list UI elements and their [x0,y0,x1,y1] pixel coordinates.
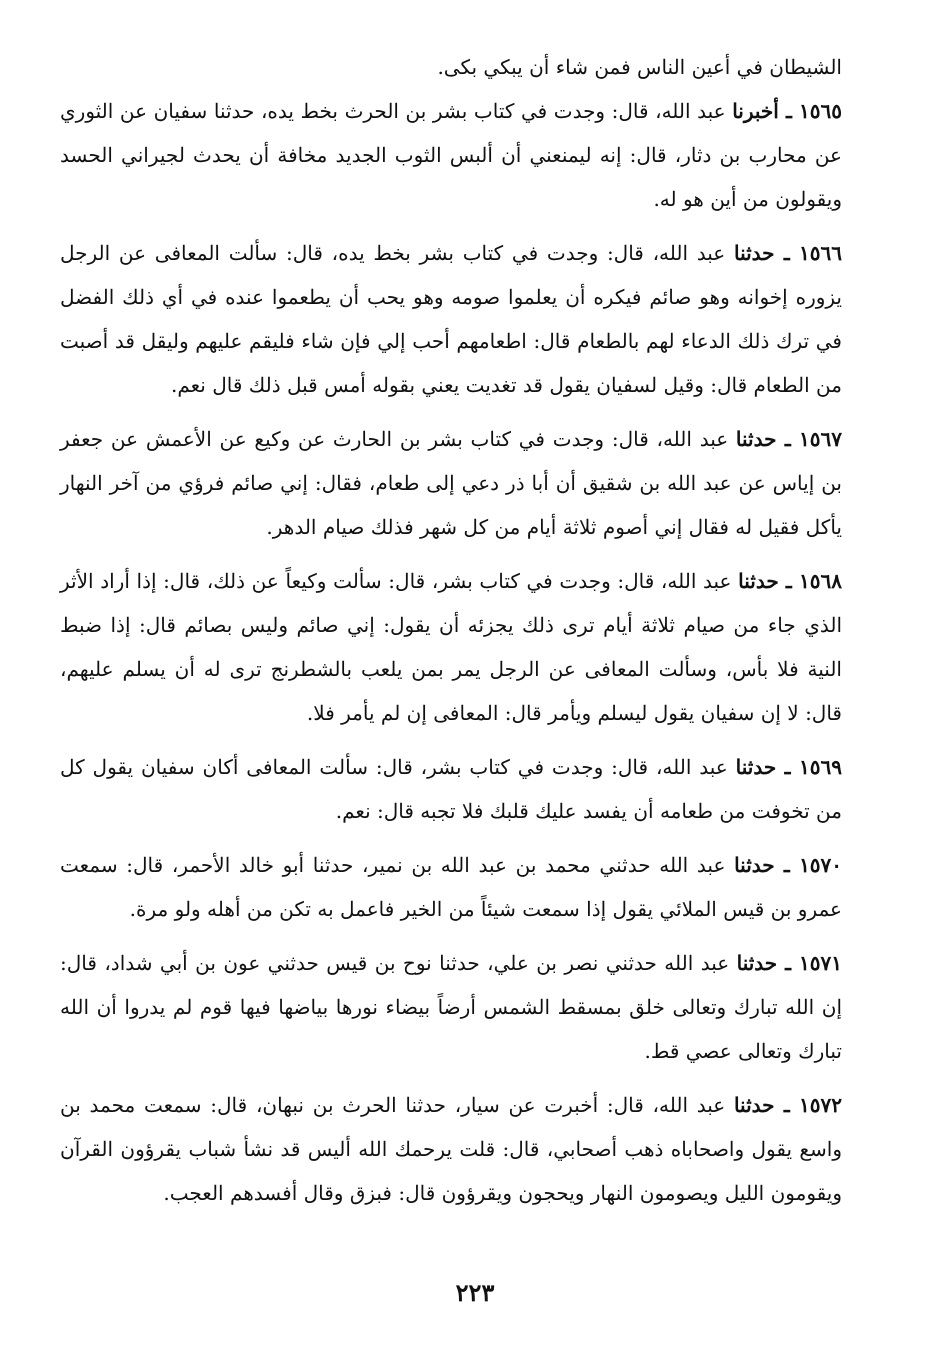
hadith-entry [60,941,842,1073]
hadith-entry [60,89,842,221]
hadith-entry [60,417,842,549]
entry-text: عبد الله، قال: أخبرت عن سيار، حدثنا الحرث بن نبهان، قال: سمعت محمد بن واسع يقول واصحاباه ذهب أصحابي، قال: قلت يرحمك الله أليس قد نشأ شباب يقرؤون القرآن ويقومون الليل ويصومون النهار ويحجون ويقرؤون قال: فبزق وقال أفسدهم العجب. [60,1093,842,1205]
entry-text: عبد الله، قال: وجدت في كتاب بشر بن الحارث عن وكيع عن الأعمش عن جعفر بن إياس عن عبد الله بن شقيق أن أبا ذر دعي إلى طعام، فقال: إني صائم فرؤي من آخر النهار يأكل فقيل له فقال إني أصوم ثلاثة أيام من كل شهر فذلك صيام الدهر. [60,427,842,539]
entry-number-heading: ١٥٧٠ ـ حدثنا [734,853,843,877]
entry-number-heading: ١٥٧٢ ـ حدثنا [733,1093,843,1117]
entry-number-heading: ١٥٦٩ ـ حدثنا [735,755,843,779]
entry-text: عبد الله حدثني نصر بن علي، حدثنا نوح بن قيس حدثني عون بن أبي شداد، قال: إن الله تبارك وتعالى خلق بمسقط الشمس أرضاً بيضاء نورها بياضها فيها قوم لم يدروا أن الله تبارك وتعالى عصي قط. [60,951,842,1063]
hadith-entry [60,1083,842,1215]
entry-number-heading: ١٥٦٧ ـ حدثنا [735,427,843,451]
hadith-entry [60,745,842,833]
entry-text: عبد الله، قال: وجدت في كتاب بشر بخط يده، قال: سألت المعافى عن الرجل يزوره إخوانه وهو صائم فيكره أن يعلموا صومه وهو يحب أن يطعموا عنده في أي ذلك الفضل في ترك ذلك الدعاء لهم بالطعام قال: اطعامهم أحب إلي فإن شاء فليقم عليهم وليقل قد أصبت من الطعام قال: وقيل لسفيان يقول قد تغديت يعني بقوله أمس قبل ذلك قال نعم. [60,241,842,397]
hadith-entries [60,89,842,1225]
hadith-entry [60,559,842,735]
entry-number-heading: ١٥٦٦ ـ حدثنا [733,241,843,265]
continuation-paragraph: الشيطان في أعين الناس فمن شاء أن يبكي بكى. [437,55,842,79]
hadith-entry [60,231,842,407]
entry-number-heading: ١٥٦٨ ـ حدثنا [738,569,842,593]
entry-text: عبد الله حدثني محمد بن عبد الله بن نمير، حدثنا أبو خالد الأحمر، قال: سمعت عمرو بن قيس الملائي يقول إذا سمعت شيئاً من الخير فاعمل به تكن من أهله ولو مرة. [60,853,842,921]
entry-number-heading: ١٥٧١ ـ حدثنا [736,951,843,975]
entry-text: عبد الله، قال: وجدت في كتاب بشر، قال: سألت وكيعاً عن ذلك، قال: إذا أراد الأثر الذي جاء من صيام ثلاثة أيام ترى ذلك يجزئه أن يقول: إني صائم وليس بصائم قال: إذا ضبط النية فلا بأس، وسألت المعافى عن الرجل يمر بمن يلعب بالشطرنج ترى له أن يسلم عليهم، قال: لا إن سفيان يقول ليسلم ويأمر قال: المعافى إن لم يأمر فلا. [60,569,842,725]
hadith-entry [60,843,842,931]
entry-text: عبد الله، قال: وجدت في كتاب بشر بن الحرث بخط يده، حدثنا سفيان عن الثوري عن محارب بن دثار، قال: إنه ليمنعني أن ألبس الثوب الجديد مخافة أن يحدث لجيراني الحسد ويقولون من أين هو له. [60,99,842,211]
entry-number-heading: ١٥٦٥ ـ أخبرنا [732,99,842,123]
page-number: ٢٢٣ [455,1278,495,1307]
entry-text: عبد الله، قال: وجدت في كتاب بشر، قال: سألت المعافى أكان سفيان يقول كل من تخوفت من طعامه أن يفسد عليك قلبك فلا تجبه قال: نعم. [60,755,842,823]
